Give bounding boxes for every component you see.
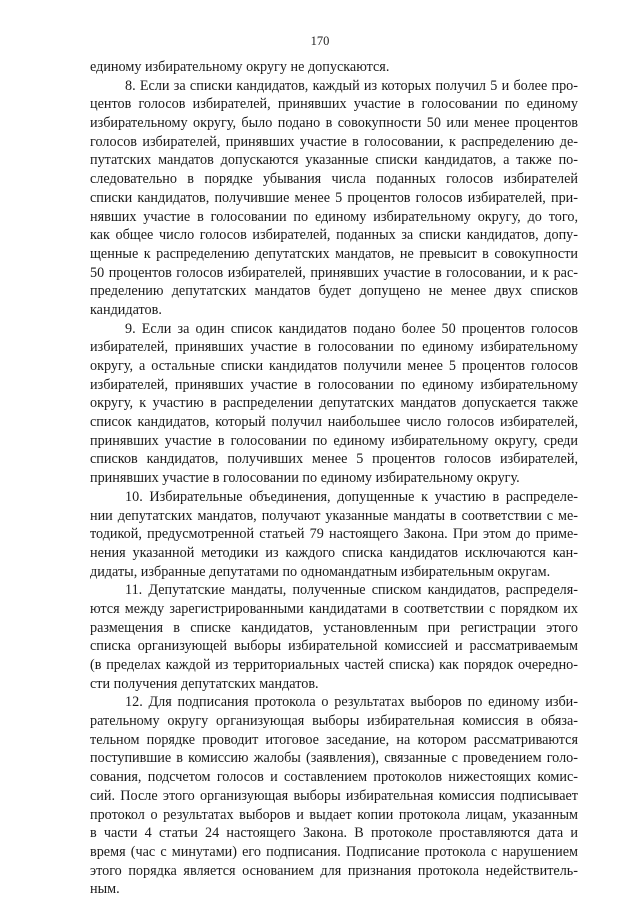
text-line: сования, подсчетом голосов и составлением протоколов нижестоящих комис- — [90, 769, 578, 786]
text-line: ным. — [90, 881, 120, 898]
text-line: 8. Если за списки кандидатов, каждый из которых получил 5 и более про- — [125, 77, 578, 94]
text-line: сти получения депутатских мандатов. — [90, 675, 319, 692]
text-line: дидаты, избранные депутатами по одномандатным избирательным округам. — [90, 563, 551, 580]
text-line: сий. После этого организующая выборы избирательная комиссия подписывает — [90, 787, 578, 804]
text-line: нии депутатских мандатов, получают указанные мандаты в соответствии с ме- — [90, 507, 578, 524]
text-line: 9. Если за один список кандидатов подано более 50 процентов голосов — [125, 320, 578, 337]
text-line: избирателей, принявших участие в голосовании по единому избирательному — [90, 339, 578, 356]
document-body — [90, 58, 578, 899]
text-line: голосов избирателей, принявших участие в голосовании, к распределению де- — [90, 133, 578, 150]
text-line: избирателей, принявших участие в голосовании по единому избирательному — [90, 376, 578, 393]
text-line: 10. Избирательные объединения, допущенные к участию в распределе- — [125, 488, 578, 505]
text-line: 11. Депутатские мандаты, полученные списком кандидатов, распределя- — [125, 582, 578, 599]
text-line: ются между зарегистрированными кандидатами в соответствии с порядком их — [90, 600, 578, 617]
page-number: 170 — [310, 34, 330, 48]
text-line: поступившие в комиссию жалобы (заявления), связанные с проведением голо- — [90, 750, 578, 767]
text-line: (в пределах каждой из территориальных частей списка) как порядок очередно- — [90, 657, 578, 673]
text-line: 50 процентов голосов избирателей, принявших участие в голосовании, и к рас- — [90, 264, 578, 281]
text-line: тельном порядке проводит итоговое заседание, на котором рассматриваются — [90, 731, 578, 748]
text-line: 12. Для подписания протокола о результатах выборов по единому изби- — [125, 694, 578, 711]
text-line: принявших участие в голосовании по единому избирательному округу. — [90, 470, 520, 487]
text-line: единому избирательному округу не допускаются. — [90, 59, 390, 75]
text-line: округу, а остальные списки кандидатов получили менее 5 процентов голосов — [90, 358, 578, 374]
text-line: протокол о результатах выборов и выдает копии протокола лицам, указанным — [90, 806, 578, 823]
text-line: в части 4 статьи 24 настоящего Закона. В протоколе проставляются дата и — [90, 825, 578, 842]
text-line: размещения в списке кандидатов, установленным при регистрации этого — [90, 619, 578, 636]
text-line: путатских мандатов допускаются указанные списки кандидатов, а также по- — [90, 152, 578, 169]
text-line: центов голосов избирателей, принявших участие в голосовании по единому — [90, 96, 578, 113]
text-line: кандидатов. — [90, 301, 162, 318]
text-line: список кандидатов, который получил наибольшее число голосов избирателей, — [90, 414, 578, 431]
text-line: щенные к распределению депутатских мандатов, не превысит в совокупности — [90, 245, 578, 262]
text-line: округу, к участию в распределении депутатских мандатов допускается также — [90, 395, 578, 412]
text-line: пределению депутатских мандатов будет допущено не менее двух списков — [90, 283, 578, 300]
text-line: нявших участие в голосовании по единому избирательному округу, до того, — [90, 208, 578, 225]
text-line: рательному округу организующая выборы избирательная комиссия в обяза- — [90, 713, 578, 730]
text-line: избирательному округу, было подано в совокупности 50 или менее процентов — [90, 115, 578, 132]
text-line: как общее число голосов избирателей, поданных за списки кандидатов, допу- — [90, 227, 578, 244]
text-line: принявших участие в голосовании по единому избирательному округу, среди — [90, 432, 578, 449]
text-line: списков кандидатов, получивших менее 5 процентов голосов избирателей, — [90, 451, 578, 468]
text-line: списка организующей выборы избирательной комиссией и рассматриваемым — [90, 638, 578, 655]
text-line: тодикой, предусмотренной статьей 79 настоящего Закона. При этом до приме- — [90, 526, 578, 543]
text-line: время (час с минутами) его подписания. Подписание протокола с нарушением — [90, 843, 578, 860]
text-line: следовательно в порядке убывания числа поданных голосов избирателей — [90, 171, 578, 188]
text-line: списки кандидатов, получившие менее 5 процентов голосов избирателей, при- — [90, 189, 578, 206]
text-line: нения указанной методики из каждого списка кандидатов исключаются кан- — [90, 544, 578, 561]
text-line: этого порядка является основанием для признания протокола недействитель- — [90, 862, 578, 879]
